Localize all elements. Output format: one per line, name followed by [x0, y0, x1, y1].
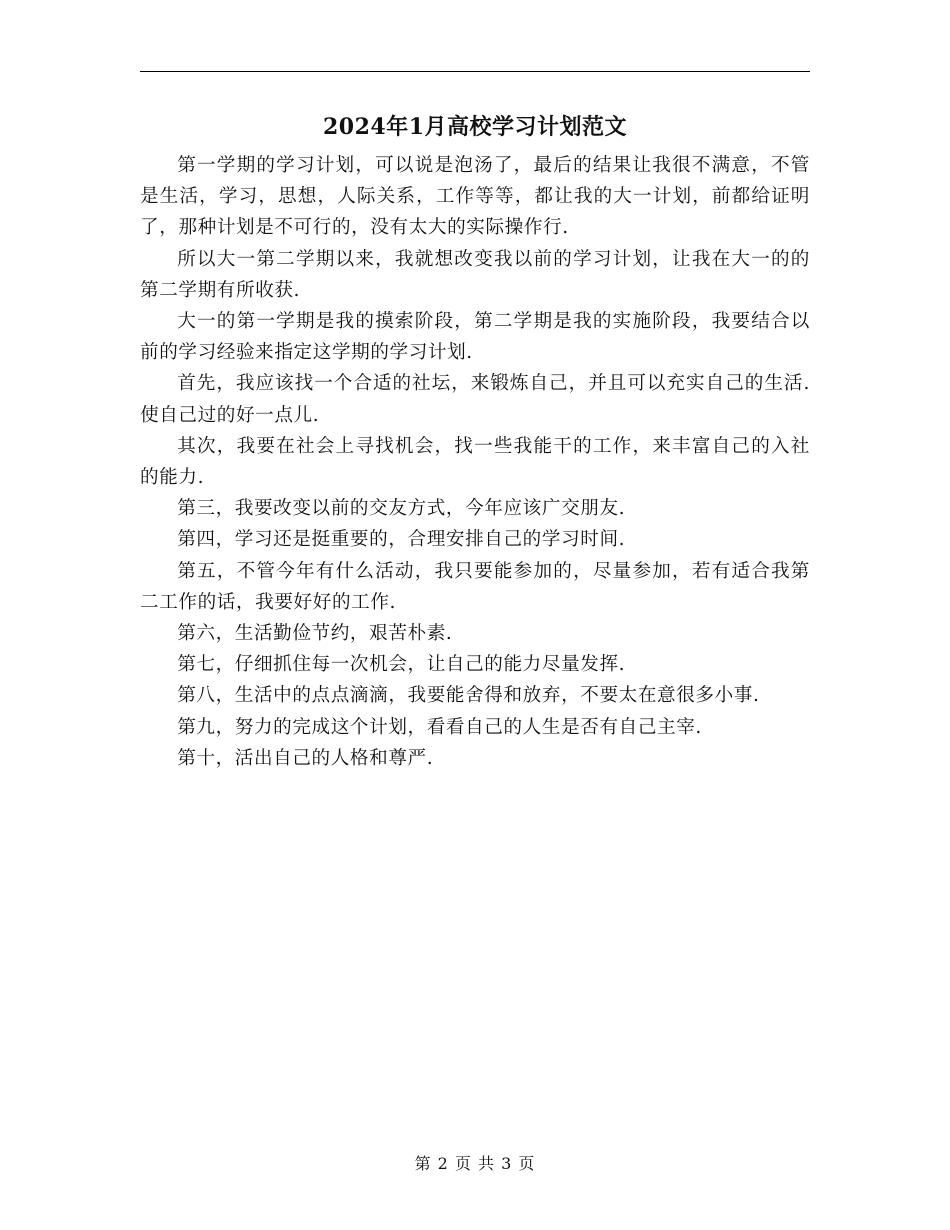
paragraph-10: 第七，仔细抓住每一次机会，让自己的能力尽量发挥. — [177, 654, 626, 676]
paragraph-11: 第八，生活中的点点滴滴，我要能舍得和放弃，不要太在意很多小事. — [177, 685, 760, 707]
paragraph-12: 第九，努力的完成这个计划，看看自己的人生是否有自己主宰. — [177, 716, 702, 738]
paragraph-9: 第六，生活勤俭节约，艰苦朴素. — [177, 623, 453, 645]
paragraph-1: 第一学期的学习计划，可以说是泡汤了，最后的结果让我很不满意，不管是生活，学习，思想，人际关系，工作等等，都让我的大一计划，前都给证明了，那种计划是不可行的，没有太大的实际操作行. — [140, 155, 810, 239]
document-title: 2024年1月高校学习计划范文 — [322, 114, 628, 140]
page-number-label: 第 2 页 共 3 页 — [414, 1154, 536, 1173]
header-rule — [140, 71, 810, 72]
page-footer — [0, 1152, 950, 1176]
paragraph-7: 第四，学习还是挺重要的，合理安排自己的学习时间. — [177, 529, 626, 551]
paragraph-3: 大一的第一学期是我的摸索阶段，第二学期是我的实施阶段，我要结合以前的学习经验来指定这学期的学习计划. — [140, 311, 810, 364]
paragraph-5: 其次，我要在社会上寻找机会，找一些我能干的工作，来丰富自己的入社的能力. — [140, 435, 810, 489]
paragraph-2: 所以大一第二学期以来，我就想改变我以前的学习计划，让我在大一的的第二学期有所收获. — [140, 248, 810, 301]
paragraph-6: 第三，我要改变以前的交友方式，今年应该广交朋友. — [177, 498, 626, 520]
paragraph-13: 第十，活出自己的人格和尊严. — [177, 747, 434, 769]
paragraph-8: 第五，不管今年有什么活动，我只要能参加的，尽量参加，若有适合我第二工作的话，我要好好的工作. — [140, 560, 810, 613]
document-body — [140, 150, 810, 774]
paragraph-4: 首先，我应该找一个合适的社坛，来锻炼自己，并且可以充实自己的生活.使自己过的好一点儿. — [140, 373, 810, 426]
